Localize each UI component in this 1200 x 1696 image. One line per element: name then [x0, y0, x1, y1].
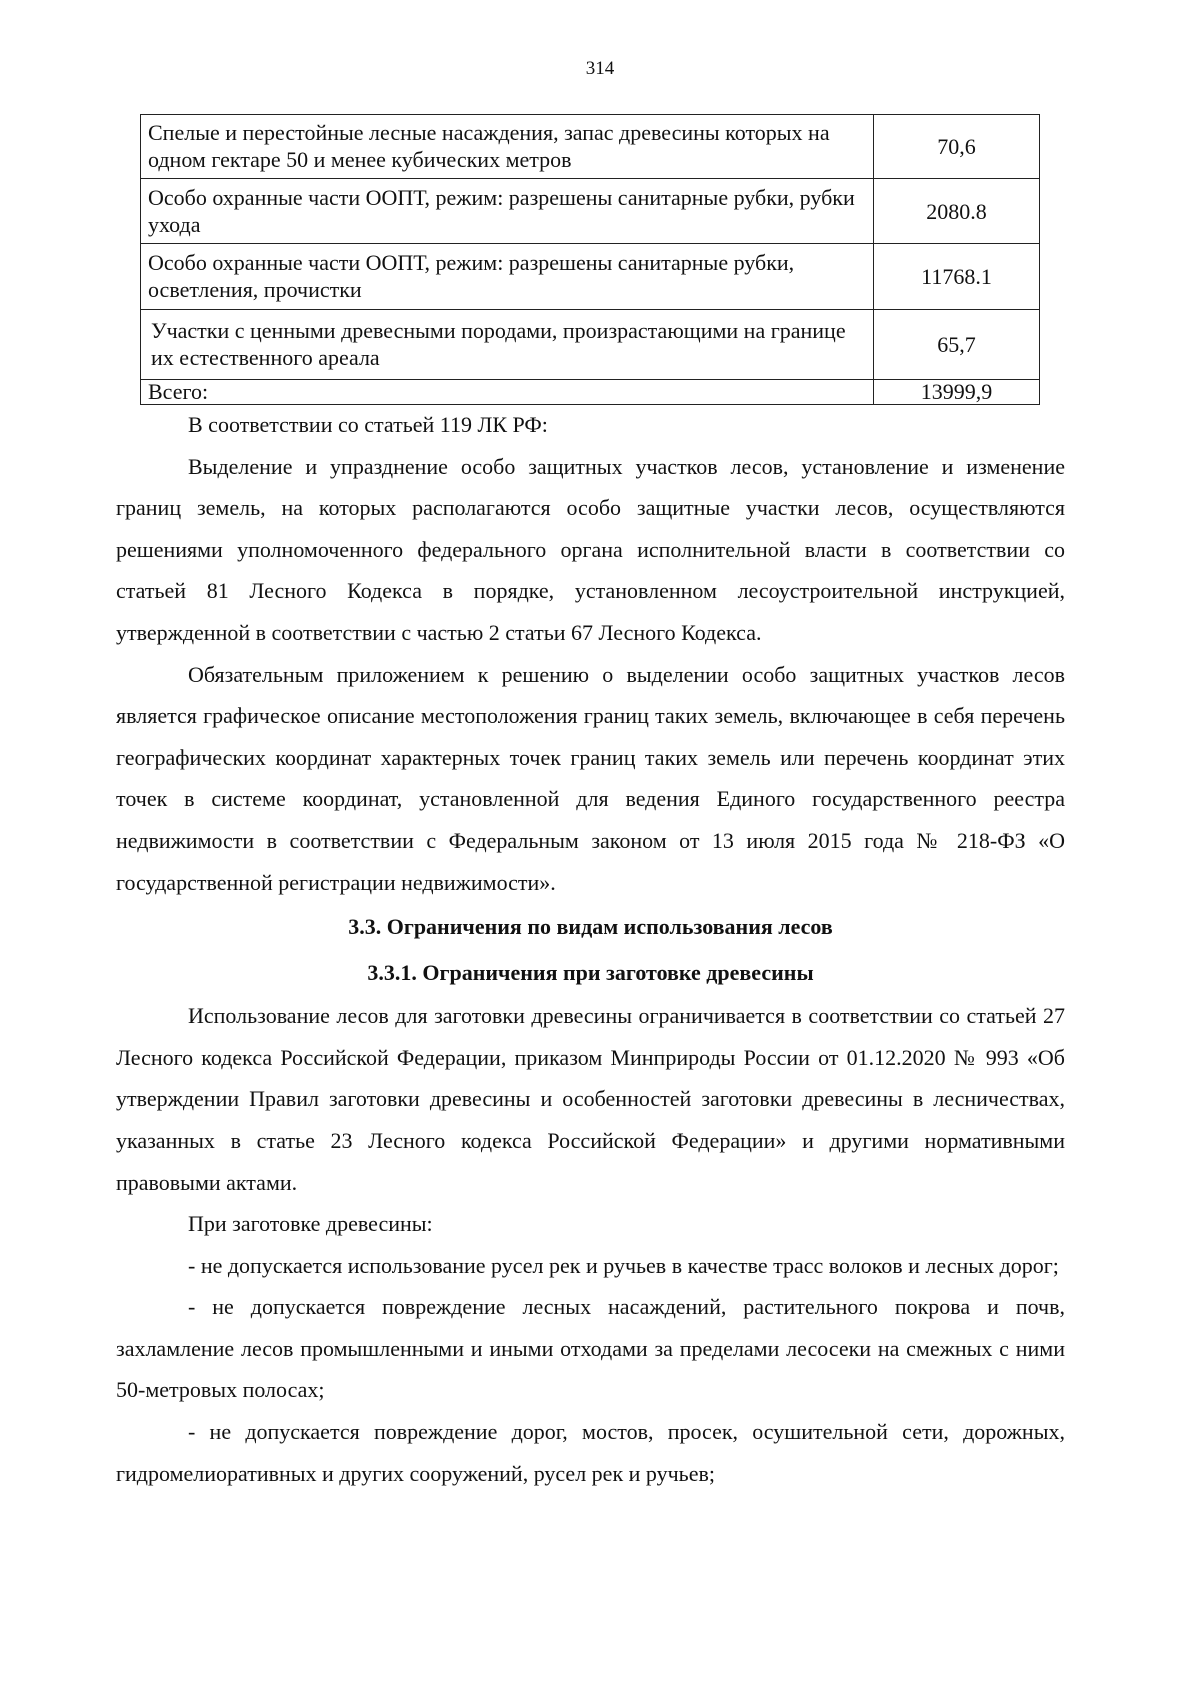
paragraph: Выделение и упразднение особо защитных участков лесов, установление и изменение границ земель, на которых располагаются особо защитные участки лесов, осуществляются решениями уполномоченного федерального органа исполнительной власти в соответствии со статьей 81 Лесного Кодекса в порядке, установленном лесоустроительной инструкцией, утвержденной в соответствии с частью 2 статьи 67 Лесного Кодекса.	[116, 453, 1065, 645]
table-cell-label: Особо охранные части ООПТ, режим: разрешены санитарные рубки, рубки ухода	[141, 179, 874, 244]
section-heading: 3.3. Ограничения по видам использования лесов	[348, 914, 833, 940]
table-cell-value: 2080.8	[874, 179, 1040, 244]
table-row	[141, 310, 1040, 380]
paragraph: Обязательным приложением к решению о выделении особо защитных участков лесов является графическое описание местоположения границ таких земель, включающее в себя перечень географических координат характерных точек границ таких земель или перечень координат этих точек в системе координат, установленной для ведения Единого государственного реестра недвижимости в соответствии с Федеральным законом от 13 июля 2015 года № 218-ФЗ «О государственной регистрации недвижимости».	[116, 661, 1065, 895]
paragraph: При заготовке древесины:	[188, 1211, 433, 1237]
table-cell-label: Участки с ценными древесными породами, произрастающими на границе их естественного ареала	[141, 310, 874, 380]
table-cell-label: Спелые и перестойные лесные насаждения, запас древесины которых на одном гектаре 50 и менее кубических метров	[141, 115, 874, 179]
paragraph: В соответствии со статьей 119 ЛК РФ:	[188, 412, 548, 437]
list-item: - не допускается повреждение дорог, мостов, просек, осушительной сети, дорожных, гидромелиоративных и других сооружений, русел рек и ручьев;	[116, 1419, 1065, 1486]
forest-area-table	[140, 114, 1040, 405]
list-item: - не допускается повреждение лесных насаждений, растительного покрова и почв, захламление лесов промышленными и иными отходами за пределами лесосеки на смежных с ними 50-метровых полосах;	[116, 1294, 1065, 1403]
table-cell-value: 65,7	[874, 310, 1040, 380]
list-item: - не допускается использование русел рек и ручьев в качестве трасс волоков и лесных дорог;	[188, 1252, 1059, 1278]
table-cell-label: Особо охранные части ООПТ, режим: разрешены санитарные рубки, осветления, прочистки	[141, 244, 874, 310]
table-total-label: Всего:	[141, 380, 874, 405]
table-row	[141, 244, 1040, 310]
paragraph: Использование лесов для заготовки древесины ограничивается в соответствии со статьей 27 Лесного кодекса Российской Федерации, приказом Минприроды России от 01.12.2020 № 993 «Об утверждении Правил заготовки древесины и особенностей заготовки древесины в лесничествах, указанных в статье 23 Лесного кодекса Российской Федерации» и другими нормативными правовыми актами.	[116, 1003, 1065, 1195]
table-total-value: 13999,9	[874, 380, 1040, 405]
table-row	[141, 115, 1040, 179]
subsection-heading: 3.3.1. Ограничения при заготовке древесины	[367, 960, 814, 986]
document-body	[116, 404, 1065, 1494]
table-row	[141, 179, 1040, 244]
table-cell-value: 11768.1	[874, 244, 1040, 310]
table-total-row	[141, 380, 1040, 405]
table-cell-value: 70,6	[874, 115, 1040, 179]
page-number: 314	[585, 58, 615, 79]
